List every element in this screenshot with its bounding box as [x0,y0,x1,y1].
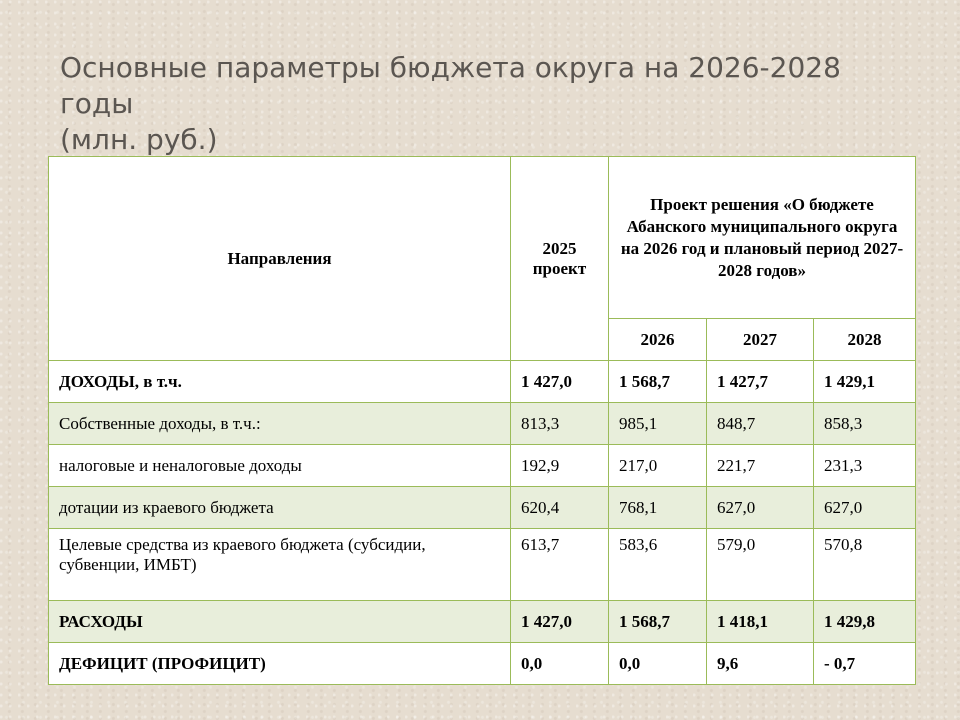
header-direction: Направления [49,157,511,361]
value-2025: 613,7 [511,529,609,601]
value-2025: 1 427,0 [511,361,609,403]
value-2027: 9,6 [707,643,814,685]
title-line-2: (млн. руб.) [60,123,218,156]
table-row-expenses [49,601,916,643]
value-2028: 570,8 [814,529,916,601]
value-2027: 627,0 [707,487,814,529]
table-row-tax-income [49,445,916,487]
value-2027: 579,0 [707,529,814,601]
table-row-subsidies [49,487,916,529]
title-line-1: Основные параметры бюджета округа на 2026-2028 годы [60,51,841,120]
value-2027: 1 418,1 [707,601,814,643]
value-2025: 620,4 [511,487,609,529]
value-2026: 768,1 [609,487,707,529]
value-2025: 192,9 [511,445,609,487]
value-2026: 985,1 [609,403,707,445]
table-row-deficit [49,643,916,685]
value-2026: 217,0 [609,445,707,487]
value-2028: 858,3 [814,403,916,445]
header-2025-project: 2025 проект [511,157,609,361]
value-2026: 1 568,7 [609,601,707,643]
value-2026: 1 568,7 [609,361,707,403]
slide-title [60,50,880,158]
table-row-targeted-funds [49,529,916,601]
value-2027: 848,7 [707,403,814,445]
row-label: налоговые и неналоговые доходы [49,445,511,487]
header-year-2028: 2028 [814,319,916,361]
row-label: дотации из краевого бюджета [49,487,511,529]
value-2025: 813,3 [511,403,609,445]
header-year-2027: 2027 [707,319,814,361]
value-2028: 627,0 [814,487,916,529]
row-label: Собственные доходы, в т.ч.: [49,403,511,445]
table-row-income [49,361,916,403]
value-2027: 221,7 [707,445,814,487]
value-2026: 583,6 [609,529,707,601]
value-2026: 0,0 [609,643,707,685]
value-2028: 1 429,8 [814,601,916,643]
row-label: ДЕФИЦИТ (ПРОФИЦИТ) [49,643,511,685]
header-project-decision: Проект решения «О бюджете Абанского муниципального округа на 2026 год и плановый период 2027-2028 годов» [609,157,916,319]
row-label: Целевые средства из краевого бюджета (субсидии, субвенции, ИМБТ) [49,529,511,601]
value-2027: 1 427,7 [707,361,814,403]
row-label: РАСХОДЫ [49,601,511,643]
row-label: ДОХОДЫ, в т.ч. [49,361,511,403]
table-row-own-income [49,403,916,445]
budget-table [48,156,916,685]
header-year-2026: 2026 [609,319,707,361]
value-2028: - 0,7 [814,643,916,685]
table-header-row [49,157,916,319]
value-2028: 231,3 [814,445,916,487]
value-2028: 1 429,1 [814,361,916,403]
value-2025: 1 427,0 [511,601,609,643]
value-2025: 0,0 [511,643,609,685]
